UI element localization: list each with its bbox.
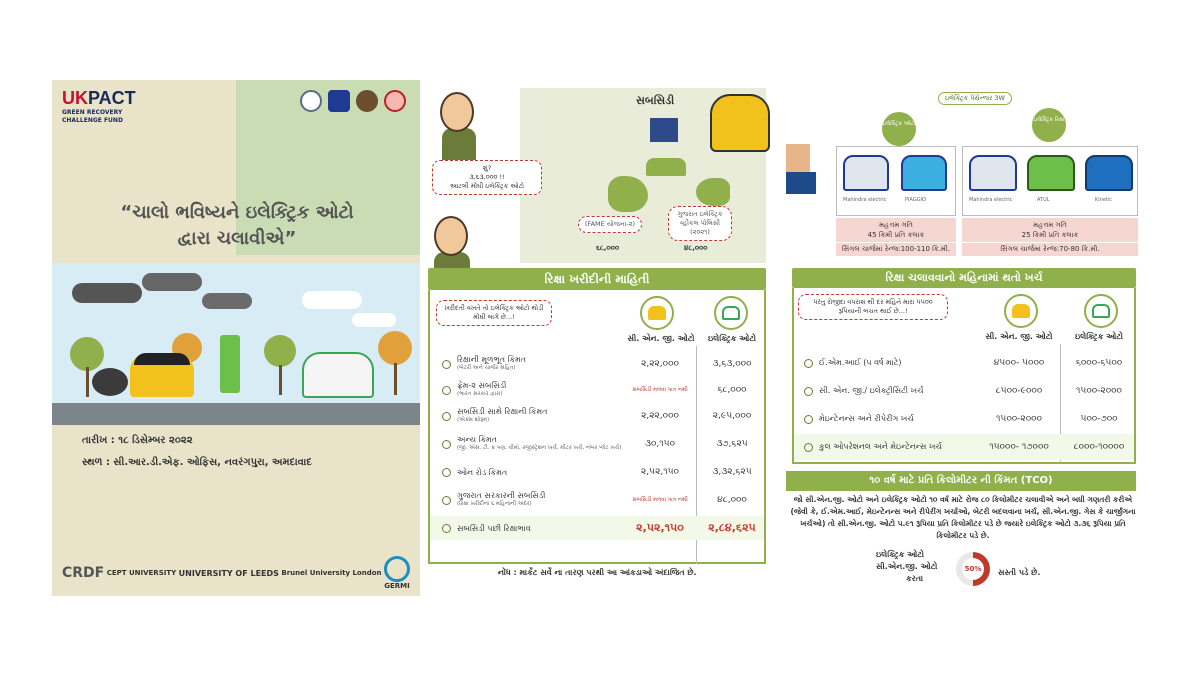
slow-range: સિંગલ ચાર્જમાં રેન્જ:70-80 કિ.મી.	[962, 243, 1138, 256]
electric-auto-icon	[843, 155, 889, 191]
passenger-character-icon	[786, 144, 810, 172]
col-cng: સી. એન. જી. ઓટો	[985, 332, 1053, 341]
table-row: ઓન રોડ કિંમત ૨,૫૨,૧૫૦ ૩,૩૨,૬૨૫	[430, 460, 764, 484]
driver-character-icon	[786, 88, 814, 120]
cept-logo: CEPT UNIVERSITY	[106, 569, 177, 577]
category-tag: ઇલેક્ટ્રિક પેસેન્જર 3W	[938, 92, 1012, 105]
purchase-table	[428, 290, 766, 564]
emblem-icon	[384, 90, 406, 112]
smoke-icon	[92, 368, 128, 396]
driver-character-body	[786, 120, 818, 144]
table-row: મેઇન્ટેનન્સ અને રીપેરીંગ ખર્ચ ૧૫૦૦-૨૦૦૦ ૫૦૦-૭૦૦	[794, 406, 1134, 432]
driver-character-icon	[434, 216, 468, 256]
purchase-banner: રિક્ષા ખરીદીની માહિતી	[428, 268, 766, 290]
fast-range: સિંગલ ચાર્જમાં રેન્જ:100-110 કિ.મી.	[836, 243, 956, 256]
table-row: ફ્રેમ-૨ સબસિડી (ભારત સરકાર દ્વારા) સબસિડી મળવા પાત્ર નથી ૬૮,૦૦૦	[430, 378, 764, 402]
electric-auto-icon	[901, 155, 947, 191]
col-cng: સી. એન. જી. ઓટો	[627, 334, 695, 343]
emblem-icon	[356, 90, 378, 112]
bank-icon	[650, 118, 678, 142]
cover-panel	[52, 80, 420, 596]
table-row: રિક્ષાની મૂળભૂત કિંમત (બેટરી અને ચાર્જર સહિત) ૨,૨૨,૦૦૦ ૩,૬૩,૦૦૦	[430, 352, 764, 376]
brunel-logo: Brunel University London	[281, 569, 382, 577]
gujarat-map-icon	[696, 178, 730, 206]
electric-rickshaw-icon	[1027, 155, 1075, 191]
table-row: કુલ ઓપરેશનલ અને મેઇન્ટેનન્સ ખર્ચ ૧૫૦૦૦- ૧૭૦૦૦ ૮૦૦૦-૧૦૦૦૦	[794, 434, 1134, 460]
leeds-logo: UNIVERSITY OF LEEDS	[178, 568, 279, 578]
compare-right: સસ્તી પડે છે.	[998, 568, 1041, 577]
fast-auto-label: ઇલેક્ટ્રિક ઓટો	[882, 112, 916, 146]
ukpact-logo: UKPACT	[62, 88, 136, 108]
slow-auto-label: ઇલેક્ટ્રિક રિક્ષા	[1032, 108, 1066, 142]
government-emblems	[300, 90, 406, 112]
electric-auto-icon	[1084, 294, 1118, 328]
compare-karta: કરતા	[906, 574, 924, 583]
road	[52, 403, 420, 425]
table-row: ગુજરાત સરકારની સબસિડી (રિક્ષા ખરીદીના ૬ મહિનાની અંદર) સબસિડી મળવા પાત્ર નથી ૪૮,૦૦૦	[430, 488, 764, 512]
police-badge-icon	[328, 90, 350, 112]
event-venue: સ્થળ : સી.આર.ડી.એફ. ઓફિસ, નવરંગપુરા, અમદાવાદ	[82, 457, 312, 468]
monthly-cost-banner: રિક્ષા ચલાવવાનો મહિનામાં થતો ખર્ચ	[792, 268, 1136, 288]
col-ev: ઇલેક્ટ્રિક ઓટો	[1075, 332, 1123, 341]
driver-character-body	[786, 232, 818, 246]
savings-bubble: પરંતુ રોજીંદા વપરાશ થી દર મહિને મારા ૫૫૦૦ રૂપિયાની બચત થાઈ છે...!	[798, 294, 948, 320]
partner-logos: CRDF CEPT UNIVERSITY UNIVERSITY OF LEEDS Brunel University London GERMI	[52, 550, 420, 596]
table-row: સી. એન. જી./ ઇલેક્ટ્રીસિટી ખર્ચ ૮૫૦૦-૯૦૦૦ ૧૫૦૦-૨૦૦૦	[794, 378, 1134, 404]
compare-left: ઇલેક્ટ્રિક ઓટો	[876, 550, 924, 559]
tco-banner: ૧૦ વર્ષ માટે પ્રતિ કિલોમીટર ની કિંમત (TCO)	[786, 471, 1136, 491]
fast-auto-box: Mahindra electric PIAGGIO	[836, 146, 956, 216]
driver-in-auto-icon	[710, 94, 770, 152]
running-cost-panel	[786, 88, 1146, 598]
purchase-bubble: ખરીદતી વખતે તો ઇલેક્ટ્રિક ઓટો થોડી મોંઘી લાગે છે...!	[436, 300, 552, 326]
slow-speed: મહત્તમ ગતિ 25 કિમી પ્રતિ કલાક	[962, 218, 1138, 242]
electric-rickshaw-icon	[1085, 155, 1133, 191]
electric-auto-rickshaw-icon	[302, 352, 374, 398]
tco-compare	[876, 550, 1076, 590]
people-icon	[646, 158, 686, 176]
monthly-cost-table	[792, 288, 1136, 464]
event-date: તારીખ : ૧૮ ડિસેમ્બર ૨૦૨૨	[82, 435, 193, 446]
cng-auto-icon	[640, 296, 674, 330]
col-ev: ઇલેક્ટ્રિક ઓટો	[708, 334, 756, 343]
gujarat-policy-box: ગુજરાત ઇલેક્ટ્રિક વ્હીકલ પોલિસી (૨૦૨૧)	[668, 206, 732, 241]
emblem-icon	[300, 90, 322, 112]
driver-character-icon	[786, 194, 816, 232]
germi-logo-icon	[384, 556, 410, 582]
compare-mid: સી.એન.જી. ઓટો	[876, 562, 938, 571]
cng-auto-icon	[1004, 294, 1038, 328]
electric-rickshaw-icon	[969, 155, 1017, 191]
cover-title: “ચાલો ભવિષ્યને ઇલેક્ટ્રિક ઓટો દ્વારા ચલાવીએ”	[120, 202, 354, 249]
table-row: અન્ય કિંમત (જી. એસ. ટી. ક્ર પણ, વીમો, રજીસ્ટ્રેશન ખર્ચ, મીટર ખર્ચ, નંબર પ્લેટ ખર્ચ) ૩૦,૧૫૦ ૩૭,૬૨૫	[430, 432, 764, 456]
survey-note: નોંધ : માર્કેટ સર્વે ના તારણ પરથી આ આંકડાઓ અંદાજિત છે.	[498, 568, 697, 577]
gujarat-policy-amount: ૪૮,૦૦૦	[684, 244, 708, 252]
passenger-character-body	[786, 172, 816, 194]
table-row: ઈ.એમ.આઈ (૫ વર્ષ માટે) ૪૫૦૦- ૫૦૦૦ ૬૦૦૦-૬૫૦૦	[794, 350, 1134, 376]
cng-auto-rickshaw-icon	[130, 353, 194, 397]
tco-description: જો સી.એન.જી. ઓટો અને ઇલેક્ટ્રિક ઓટો ૧૦ વર્ષ માટે રોજ ૮૦ કિલોમીટર ચલાવીએ અને બધી ગણતરી કરીએ (જેવી કે, ઈ.એમ.આઈ, મેઇન્ટેનન્સ અને રીપેરીંગ ખર્ચાઓ, બેટરી બદલવાના ખર્ચ, સી.એન.જી. ગેસ કે ચાર્જીંગના ખર્ચઓ) તો સી.એન.જી. ઓટો ૫.૯૧ રૂપિયા પ્રતિ કિલોમીટર પડે છે જયારે ઇલેક્ટ્રિક ઓટો ૩.૩૬ રૂપિયા પ્રતિ કિલોમીટર પડે છે.	[790, 495, 1136, 540]
table-row: સબસિડી સાથે રિક્ષાની કિંમત (એક્સ શોરૂમ) ૨,૨૨,૦૦૦ ૨,૯૫,૦૦૦	[430, 404, 764, 428]
india-map-icon	[608, 176, 648, 212]
crdf-logo: CRDF	[62, 565, 105, 581]
percent-donut-icon: 50%	[956, 552, 990, 586]
subsidy-title: સબસિડી	[636, 94, 675, 107]
fame-amount: ૬૮,૦૦૦	[596, 244, 620, 252]
slow-auto-box: Mahindra electric ATUL Kinetic	[962, 146, 1138, 216]
fame-scheme-box: (FAME યોજના-૨)	[578, 216, 642, 233]
fast-speed: મહત્તમ ગતિ 45 કિમી પ્રતિ કલાક	[836, 218, 956, 242]
surprise-bubble: શું? ૩,૬૩,૦૦૦ !! આટલી મોંઘી ઇલેક્ટ્રિક ઓટો	[432, 160, 542, 195]
purchase-panel	[428, 88, 778, 598]
ukpact-subtitle: GREEN RECOVERY CHALLENGE FUND	[62, 109, 123, 124]
charging-station-icon	[220, 335, 240, 393]
table-row: સબસિડી પછી રિક્ષાભાવ ૨,૫૨,૧૫૦ ૨,૮૪,૬૨૫	[430, 516, 764, 540]
driver-character-icon	[440, 92, 474, 132]
electric-auto-icon	[714, 296, 748, 330]
